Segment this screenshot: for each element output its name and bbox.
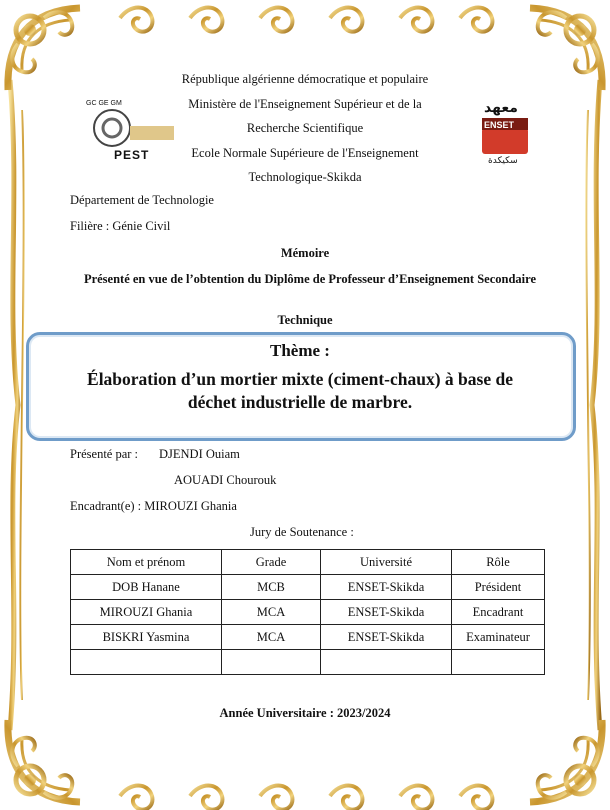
- institution-header: [140, 67, 470, 190]
- student-1: DJENDI Ouiam: [159, 447, 240, 461]
- table-row: [71, 625, 545, 650]
- jury-cell-name: MIROUZI Ghania: [71, 600, 222, 625]
- pest-logo-top: GC GE GM: [86, 100, 122, 107]
- jury-cell-role: Encadrant: [452, 600, 545, 625]
- jury-cell-grade: MCA: [222, 625, 321, 650]
- department: Département de Technologie: [70, 193, 214, 207]
- academic-year: Année Universitaire : 2023/2024: [219, 706, 391, 720]
- jury-header-row: [71, 550, 545, 575]
- jury-cell-name: DOB Hanane: [71, 575, 222, 600]
- jury-col-name: Nom et prénom: [71, 550, 222, 575]
- jury-cell-role: Président: [452, 575, 545, 600]
- header-line-school: Ecole Normale Supérieure de l'Enseignement: [191, 145, 419, 160]
- theme-title-line2: déchet industrielle de marbre.: [187, 392, 413, 412]
- table-row: [71, 600, 545, 625]
- table-row: [71, 575, 545, 600]
- memoire-title: Mémoire: [280, 246, 330, 260]
- theme-label: Thème :: [270, 341, 330, 360]
- header-line-city: Technologique-Skikda: [248, 170, 362, 184]
- pest-logo-caption: PEST: [114, 148, 150, 162]
- jury-col-university: Université: [321, 550, 452, 575]
- enset-logo-bottom: سكيكدة: [488, 156, 518, 166]
- header-line-research: Recherche Scientifique: [246, 121, 364, 135]
- jury-cell-university: ENSET-Skikda: [321, 625, 452, 650]
- theme-title: [0, 368, 600, 414]
- enset-logo-name: ENSET: [484, 120, 515, 130]
- jury-cell-role: Examinateur: [452, 625, 545, 650]
- supervisor: Encadrant(e) : MIROUZI Ghania: [70, 499, 237, 513]
- filiere: Filière : Génie Civil: [70, 219, 171, 233]
- theme-title-line1: Élaboration d’un mortier mixte (ciment-chaux) à base de: [87, 369, 513, 389]
- jury-table: [70, 549, 545, 675]
- jury-title: Jury de Soutenance :: [250, 525, 354, 539]
- student-2: AOUADI Chourouk: [174, 473, 277, 487]
- jury-cell-university: ENSET-Skikda: [321, 600, 452, 625]
- presented-for: Présenté en vue de l’obtention du Diplôme de Professeur d’Enseignement Secondaire: [83, 272, 537, 286]
- table-row-empty: [71, 650, 545, 675]
- jury-cell-grade: MCA: [222, 600, 321, 625]
- jury-col-role: Rôle: [452, 550, 545, 575]
- presented-by-label: Présenté par :: [70, 447, 139, 461]
- header-line-republic: République algérienne démocratique et populaire: [181, 72, 429, 86]
- jury-col-grade: Grade: [222, 550, 321, 575]
- header-line-ministry: Ministère de l'Enseignement Supérieur et de la: [188, 96, 422, 111]
- enset-logo: [470, 100, 540, 168]
- enset-logo-top: معهد: [484, 100, 518, 116]
- jury-cell-grade: MCB: [222, 575, 321, 600]
- technique: Technique: [277, 313, 333, 327]
- jury-cell-university: ENSET-Skikda: [321, 575, 452, 600]
- jury-cell-name: BISKRI Yasmina: [71, 625, 222, 650]
